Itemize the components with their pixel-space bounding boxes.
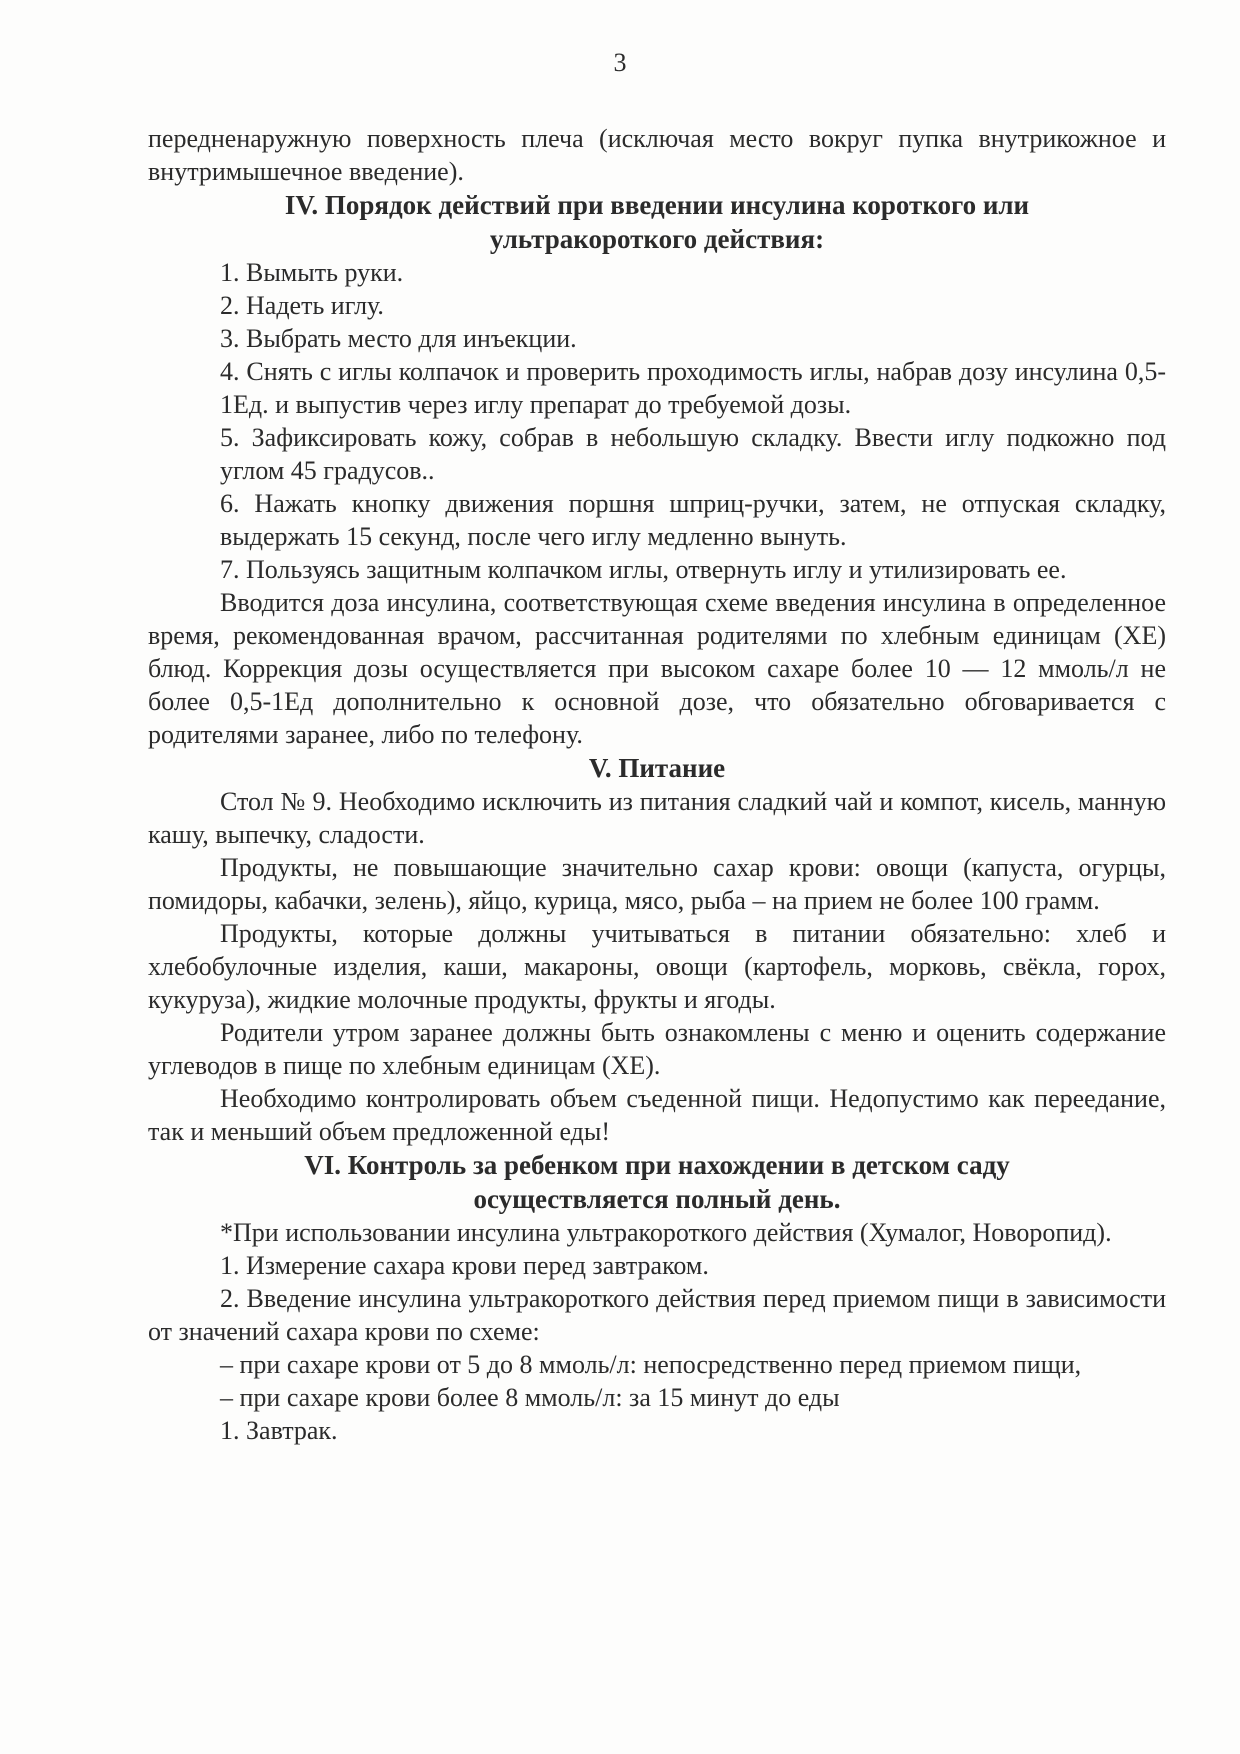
step-7: 7. Пользуясь защитным колпачком иглы, отвернуть иглу и утилизировать ее. [220, 555, 1067, 584]
section-4-heading [148, 188, 1166, 256]
control-paragraph-2: 1. Измерение сахара крови перед завтраком. [220, 1251, 709, 1280]
step-1: 1. Вымыть руки. [220, 258, 404, 287]
section-6-heading [148, 1148, 1166, 1216]
nutrition-paragraph-5: Необходимо контролировать объем съеденной пищи. Недопустимо как переедание, так и меньший объем предложенной еды! [148, 1084, 1166, 1146]
control-paragraph-1: *При использовании инсулина ультракороткого действия (Хумалог, Новоропид). [220, 1218, 1112, 1247]
step-5: 5. Зафиксировать кожу, собрав в небольшую складку. Ввести иглу подкожно под углом 45 градусов.. [220, 423, 1166, 485]
control-paragraph-3: 2. Введение инсулина ультракороткого действия перед приемом пищи в зависимости от значений сахара крови по схеме: [148, 1284, 1166, 1346]
intro-paragraph: передненаружную поверхность плеча (исключая место вокруг пупка внутрикожное и внутримышечное введение). [148, 124, 1166, 186]
nutrition-paragraph-2: Продукты, не повышающие значительно сахар крови: овощи (капуста, огурцы, помидоры, кабачки, зелень), яйцо, курица, мясо, рыба – на прием не более 100 грамм. [148, 853, 1166, 915]
control-paragraph-4: – при сахаре крови от 5 до 8 ммоль/л: непосредственно перед приемом пищи, [220, 1350, 1082, 1379]
step-4: 4. Снять с иглы колпачок и проверить проходимость иглы, набрав дозу инсулина 0,5-1Ед. и выпустив через иглу препарат до требуемой дозы. [220, 357, 1166, 419]
section-6-heading-line1: VI. Контроль за ребенком при нахождении в детском саду [304, 1150, 1010, 1180]
section-5-heading: V. Питание [588, 753, 726, 783]
nutrition-paragraph-3: Продукты, которые должны учитываться в питании обязательно: хлеб и хлебобулочные изделия, каши, макароны, овощи (картофель, морковь, свёкла, горох, кукуруза), жидкие молочные продукты, фрукты и ягоды. [148, 919, 1166, 1014]
step-3: 3. Выбрать место для инъекции. [220, 324, 577, 353]
step-2: 2. Надеть иглу. [220, 291, 384, 320]
page-number: 3 [613, 48, 627, 77]
nutrition-paragraph-4: Родители утром заранее должны быть ознакомлены с меню и оценить содержание углеводов в пище по хлебным единицам (ХЕ). [148, 1018, 1166, 1080]
section-6-heading-line2: осуществляется полный день. [473, 1184, 841, 1214]
dose-note-paragraph: Вводится доза инсулина, соответствующая схеме введения инсулина в определенное время, рекомендованная врачом, рассчитанная родителями по хлебным единицам (ХЕ) блюд. Коррекция дозы осуществляется при высоком сахаре более 10 — 12 ммоль/л не более 0,5-1Ед дополнительно к основной дозе, что обязательно обговаривается с родителями заранее, либо по телефону. [148, 588, 1166, 749]
step-6: 6. Нажать кнопку движения поршня шприц-ручки, затем, не отпуская складку, выдержать 15 секунд, после чего иглу медленно вынуть. [220, 489, 1166, 551]
section-4-heading-line1: IV. Порядок действий при введении инсулина короткого или [284, 190, 1030, 220]
document-body [148, 122, 1166, 1447]
nutrition-paragraph-1: Стол № 9. Необходимо исключить из питания сладкий чай и компот, кисель, манную кашу, выпечку, сладости. [148, 787, 1166, 849]
control-paragraph-5: – при сахаре крови более 8 ммоль/л: за 15 минут до еды [220, 1383, 840, 1412]
control-paragraph-6: 1. Завтрак. [220, 1416, 338, 1445]
section-4-heading-line2: ультракороткого действия: [489, 224, 825, 254]
